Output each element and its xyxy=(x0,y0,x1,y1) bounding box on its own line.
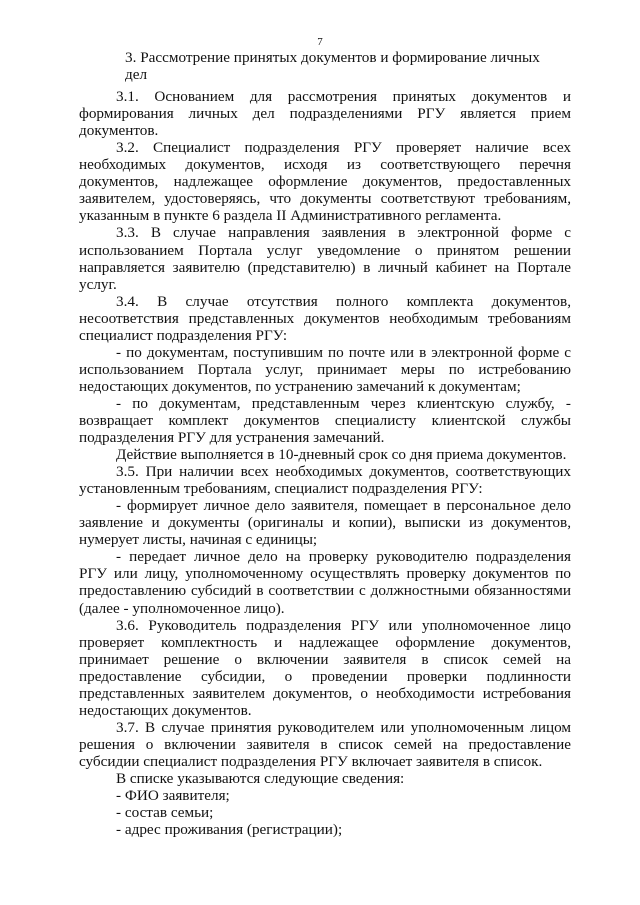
section-heading: 3. Рассмотрение принятых документов и формирование личных дел xyxy=(125,49,540,84)
paragraph-list-intro: В списке указываются следующие сведения: xyxy=(116,769,405,787)
document-body xyxy=(79,49,571,838)
list-item-form-personal-file: - формирует личное дело заявителя, помещает в персональное дело заявление и документы (оригиналы и копии), выписки из документов, нумерует листы, начиная с единицы; xyxy=(79,497,571,549)
paragraph-deadline: Действие выполняется в 10-дневный срок со дня приема документов. xyxy=(116,446,567,464)
paragraph-3-3: 3.3. В случае направления заявления в электронной форме с использованием Портала услуг уведомление о принятом решении направляется заявителю (представителю) в личный кабинет на Портале услуг. xyxy=(79,224,571,293)
paragraph-3-6: 3.6. Руководитель подразделения РГУ или уполномоченное лицо проверяет комплектность и надлежащее оформление документов, принимает решение о включении заявителя в список семей на предоставление субсидии, о проведении проверки подлинности представленных заявителем документов, о необходимости истребования недостающих документов. xyxy=(79,616,571,719)
list-item-transfer-for-review: - передает личное дело на проверку руководителю подразделения РГУ или лицу, уполномоченному осуществлять проверку документов по предоставлению субсидий в соответствии с должностными обязанностями (далее - уполномоченное лицо). xyxy=(79,548,571,617)
paragraph-3-1: 3.1. Основанием для рассмотрения принятых документов и формирования личных дел подразделениями РГУ является прием документов. xyxy=(79,88,571,140)
list-item-residence-address: - адрес проживания (регистрации); xyxy=(116,821,343,839)
paragraph-3-5: 3.5. При наличии всех необходимых документов, соответствующих установленным требованиям, специалист подразделения РГУ: xyxy=(79,463,571,498)
list-item-mail-documents: - по документам, поступившим по почте или в электронной форме с использованием Портала услуг, принимает меры по истребованию недостающих документов, по устранению замечаний к документам; xyxy=(79,343,571,395)
list-item-family-composition: - состав семьи; xyxy=(116,804,214,822)
page-number: 7 xyxy=(317,36,323,48)
paragraph-3-7: 3.7. В случае принятия руководителем или уполномоченным лицом решения о включении заявителя в список семей на предоставление субсидии специалист подразделения РГУ включает заявителя в список. xyxy=(79,718,571,770)
list-item-applicant-name: - ФИО заявителя; xyxy=(116,787,230,805)
paragraph-3-4: 3.4. В случае отсутствия полного комплекта документов, несоответствия представленных документов необходимым требованиям специалист подразделения РГУ: xyxy=(79,292,571,344)
list-item-client-service-documents: - по документам, представленным через клиентскую службу, - возвращает комплект документов специалисту клиентской службы подразделения РГУ для устранения замечаний. xyxy=(79,394,571,447)
paragraph-3-2: 3.2. Специалист подразделения РГУ проверяет наличие всех необходимых документов, исходя из соответствующего перечня документов, надлежащее оформление документов, предоставленных заявителем, удостоверяясь, что документы соответствуют требованиям, указанным в пункте 6 раздела II Административного регламента. xyxy=(79,139,571,225)
